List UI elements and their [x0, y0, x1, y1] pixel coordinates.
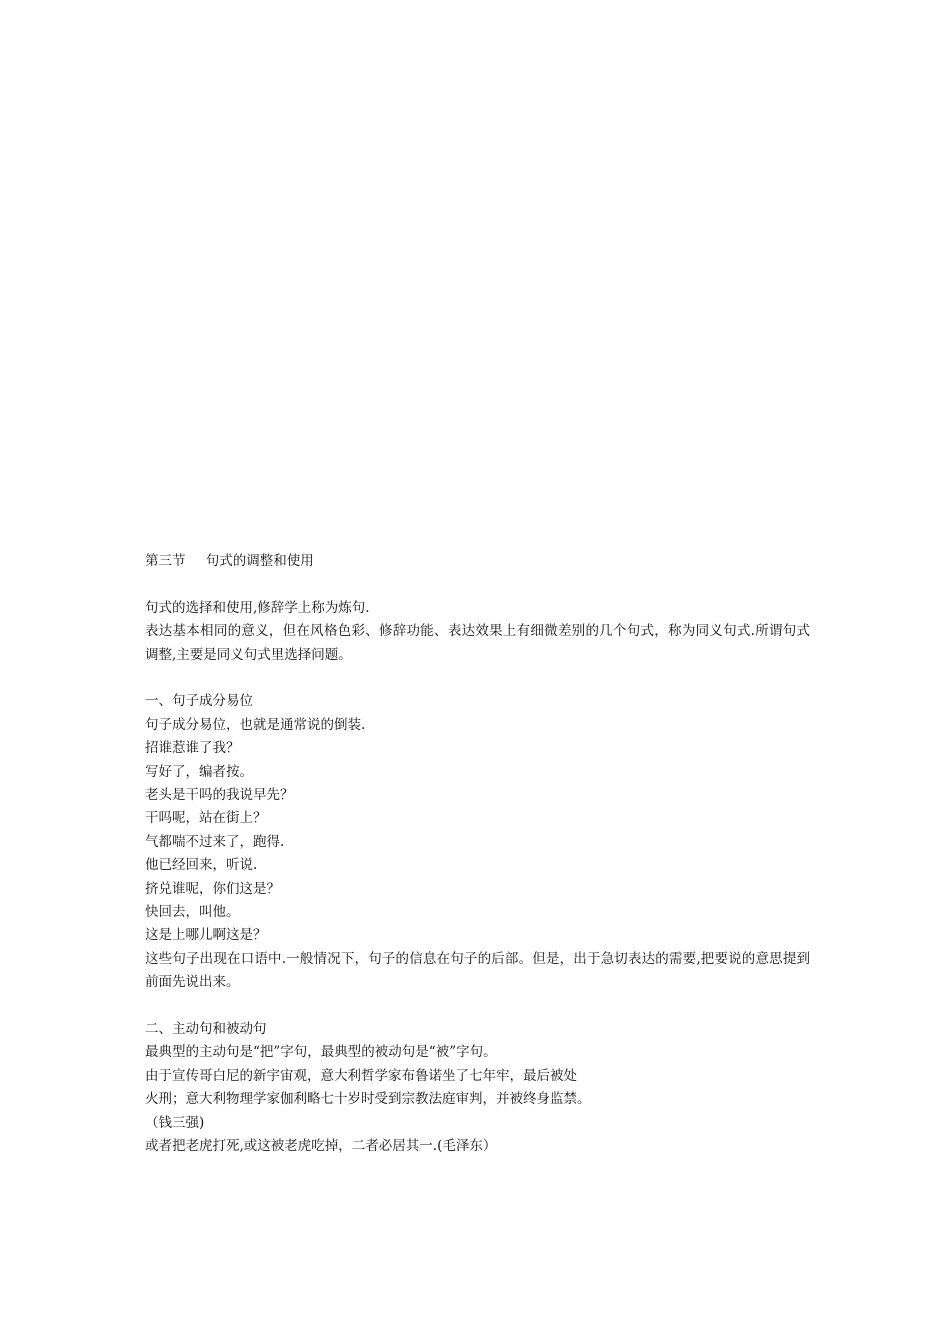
example-sentence: 气都喘不过来了，跑得.	[145, 833, 285, 850]
part2-line: 最典型的主动句是“把”字句，最典型的被动句是“被”字句。	[145, 1044, 497, 1061]
quote-attribution: （钱三强)	[145, 1114, 205, 1131]
example-sentence: 老头是干吗的我说早先？	[145, 787, 294, 804]
spacer	[145, 573, 810, 596]
part1-heading: 一、句子成分易位	[145, 693, 253, 710]
example-sentence: 干吗呢，站在街上？	[145, 810, 267, 827]
quote-line: 火刑；意大利物理学家伽利略七十岁时受到宗教法庭审判，并被终身监禁。	[145, 1091, 591, 1108]
quote-line: 或者把老虎打死,或这被老虎吃掉，二者必居其一.(毛泽东）	[145, 1138, 497, 1155]
section-heading	[145, 550, 810, 573]
intro-line: 句式的选择和使用,修辞学上称为炼句.	[145, 599, 370, 616]
intro-paragraph: 表达基本相同的意义，但在风格色彩、修辞功能、表达效果上有细微差别的几个句式，称为同义句式.所谓句式调整,主要是同义句式里选择问题。	[145, 623, 810, 663]
part1-summary: 这些句子出现在口语中.一般情况下，句子的信息在句子的后部。但是，出于急切表达的需要,把要说的意思提到前面先说出来。	[145, 950, 810, 991]
example-sentence: 快回去，叫他。	[145, 904, 240, 921]
part2-heading: 二、主动句和被动句	[145, 1021, 267, 1038]
example-sentence: 挤兑谁呢，你们这是？	[145, 880, 280, 897]
spacer	[145, 667, 810, 690]
example-sentence: 这是上哪儿啊这是？	[145, 927, 267, 944]
quote-line: 由于宣传哥白尼的新宇宙观，意大利哲学家布鲁诺坐了七年牢，最后被处	[145, 1067, 577, 1084]
example-sentence: 写好了，编者按。	[145, 763, 253, 780]
example-sentence: 他已经回来，听说.	[145, 857, 258, 874]
example-sentence: 招谁惹谁了我？	[145, 740, 240, 757]
section-title: 句式的调整和使用	[205, 553, 314, 569]
spacer	[145, 995, 810, 1018]
part1-line: 句子成分易位，也就是通常说的倒装.	[145, 716, 366, 733]
section-number: 第三节	[145, 553, 186, 569]
document-body	[145, 550, 810, 1159]
